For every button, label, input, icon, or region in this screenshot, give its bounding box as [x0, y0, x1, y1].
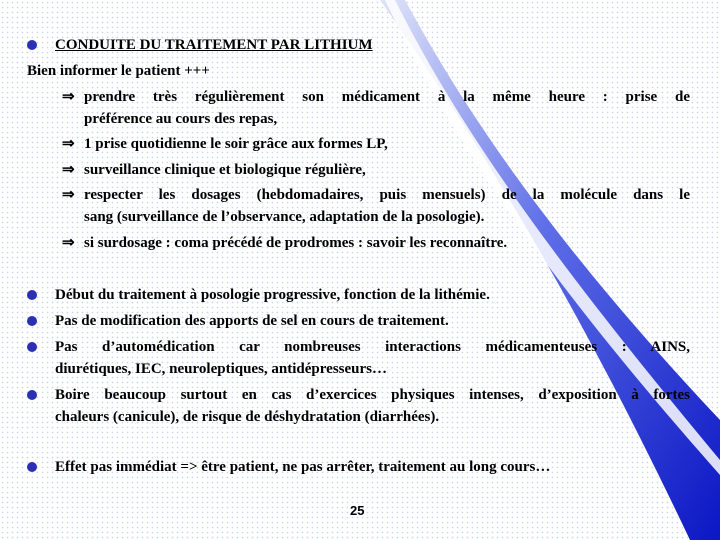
- arrow-icon: ⇒: [62, 235, 75, 251]
- sub-item-2: 1 prise quotidienne le soir grâce aux formes LP,: [84, 136, 388, 152]
- slide-title: [55, 36, 373, 54]
- sub-item-3: surveillance clinique et biologique régulière,: [84, 162, 366, 178]
- bullet-3-line1: Pas d’automédication car nombreuses interactions médicamenteuses : AINS,: [55, 339, 690, 355]
- bullet-4-line2: chaleurs (canicule), de risque de déshydratation (diarrhées).: [55, 409, 440, 425]
- bullet-dot: [27, 316, 37, 326]
- bullet-dot: [27, 462, 37, 472]
- page-number: 25: [350, 503, 365, 518]
- sub-item-1-line2: préférence au cours des repas,: [84, 111, 278, 127]
- title-bullet: [27, 40, 37, 50]
- bullet-3-line2: diurétiques, IEC, neuroleptiques, antidépresseurs…: [55, 361, 387, 377]
- arrow-icon: ⇒: [62, 162, 75, 178]
- sub-item-4-line1: respecter les dosages (hebdomadaires, puis mensuels) de la molécule dans le: [84, 187, 690, 203]
- bullet-2: Pas de modification des apports de sel en cours de traitement.: [55, 313, 449, 329]
- sub-item-1-line1: prendre très régulièrement son médicament à la même heure : prise de: [84, 89, 690, 105]
- bullet-dot: [27, 290, 37, 300]
- slide-title-text: CONDUITE DU TRAITEMENT PAR LITHIUM: [55, 37, 373, 53]
- arrow-icon: ⇒: [62, 136, 75, 152]
- arrow-icon: ⇒: [62, 89, 75, 105]
- sub-item-4-line2: sang (surveillance de l’observance, adaptation de la posologie).: [84, 209, 485, 225]
- bullet-1: Début du traitement à posologie progressive, fonction de la lithémie.: [55, 287, 490, 303]
- bullet-dot: [27, 390, 37, 400]
- arrow-icon: ⇒: [62, 187, 75, 203]
- bullet-5: Effet pas immédiat => être patient, ne pas arrêter, traitement au long cours…: [55, 459, 551, 475]
- sub-item-5: si surdosage : coma précédé de prodromes : savoir les reconnaître.: [84, 235, 508, 251]
- bullet-4-line1: Boire beaucoup surtout en cas d’exercices physiques intenses, d’exposition à fortes: [55, 387, 690, 403]
- bullet-dot: [27, 342, 37, 352]
- intro-line: Bien informer le patient +++: [27, 63, 210, 79]
